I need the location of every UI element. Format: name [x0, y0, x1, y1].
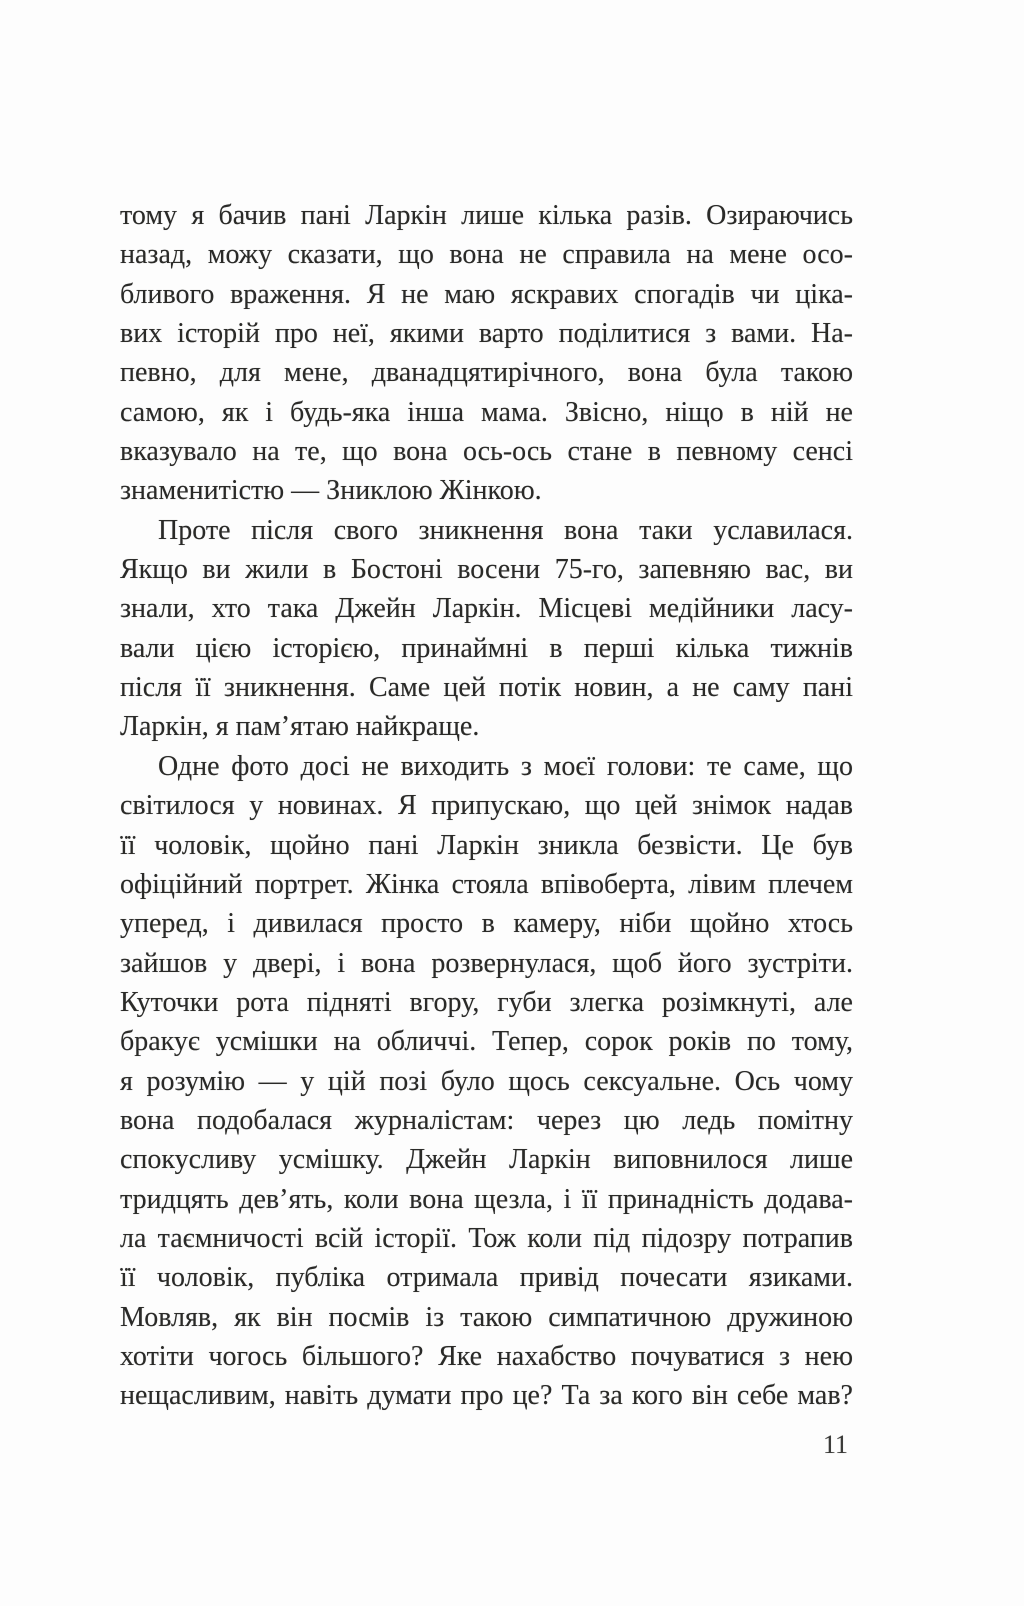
paragraph-2 [120, 511, 853, 747]
text-line: вали цією історією, принаймні в перші кілька тижнів [120, 632, 853, 664]
text-line: вказувало на те, що вона ось-ось стане в певному сенсі [120, 436, 853, 468]
text-line: знаменитістю — Зниклою Жінкою. [120, 475, 542, 507]
page-number: 11 [822, 1430, 848, 1459]
page-text [120, 196, 853, 1416]
text-line: уперед, і дивилася просто в камеру, ніби щойно хтось [120, 908, 853, 940]
text-line: Куточки рота підняті вгору, губи злегка розімкнуті, але [120, 986, 853, 1018]
text-line: вих історій про неї, якими варто поділитися з вами. На- [120, 318, 853, 350]
text-line: зайшов у двері, і вона розвернулася, щоб його зустріти. [120, 947, 853, 979]
text-line: після її зникнення. Саме цей потік новин, а не саму пані [120, 672, 853, 704]
text-line: тому я бачив пані Ларкін лише кілька разів. Озираючись [120, 200, 853, 231]
text-line: бракує усмішки на обличчі. Тепер, сорок років по тому, [120, 1026, 853, 1058]
text-line: знали, хто така Джейн Ларкін. Місцеві медійники ласу- [120, 593, 853, 625]
text-line: певно, для мене, дванадцятирічного, вона була такою [120, 357, 853, 389]
text-line: вона подобалася журналістам: через цю ледь помітну [120, 1104, 853, 1136]
text-line: бливого враження. Я не маю яскравих спогадів чи ціка- [120, 278, 853, 310]
text-line: я розумію — у цій позі було щось сексуальне. Ось чому [120, 1065, 853, 1097]
text-line: її чоловік, публіка отримала привід почесати язиками. [120, 1262, 853, 1294]
text-line: світилося у новинах. Я припускаю, що цей знімок надав [120, 790, 853, 822]
text-line: Мовляв, як він посмів із такою симпатичною дружиною [120, 1301, 853, 1333]
text-line: самою, як і будь-яка інша мама. Звісно, ніщо в ній не [120, 396, 853, 428]
text-line: її чоловік, щойно пані Ларкін зникла безвісти. Це був [120, 829, 853, 861]
text-line: ла таємничості всій історії. Тож коли під підозру потрапив [120, 1222, 853, 1254]
text-line: нещасливим, навіть думати про це? Та за кого він себе мав? [120, 1380, 853, 1412]
text-line: Ларкін, я пам’ятаю найкраще. [120, 711, 480, 743]
paragraph-1 [120, 196, 853, 511]
text-line: Одне фото досі не виходить з моєї голови: те саме, що [158, 750, 853, 782]
text-line: спокусливу усмішку. Джейн Ларкін виповнилося лише [120, 1144, 853, 1176]
text-line: Проте після свого зникнення вона таки уславилася. [158, 514, 853, 546]
paragraph-3 [120, 747, 853, 1416]
text-line: хотіти чогось більшого? Яке нахабство почуватися з нею [120, 1340, 853, 1372]
text-line: офіційний портрет. Жінка стояла впівоберта, лівим плечем [120, 868, 853, 900]
text-line: тридцять дев’ять, коли вона щезла, і її принадність додава- [120, 1183, 853, 1215]
text-line: назад, можу сказати, що вона не справила на мене осо- [120, 239, 853, 271]
text-line: Якщо ви жили в Бостоні восени 75-го, запевняю вас, ви [120, 554, 853, 586]
